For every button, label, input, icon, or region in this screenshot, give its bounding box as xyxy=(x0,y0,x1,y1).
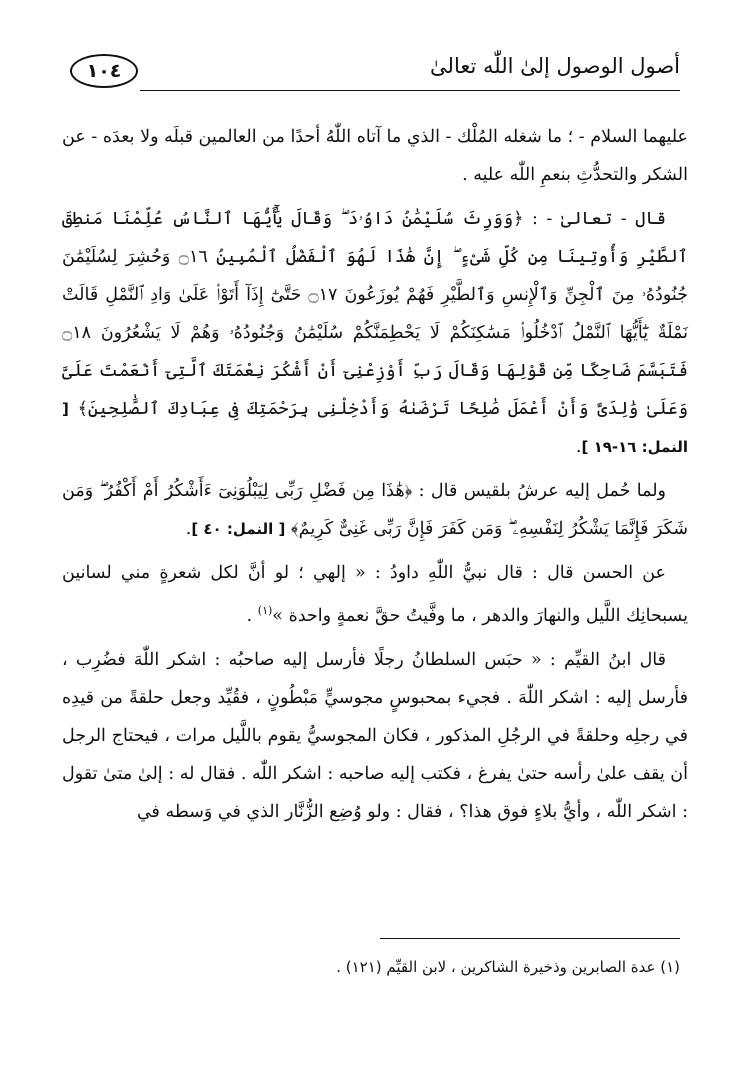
paragraph-2-intro: قال - تعالىٰ - : xyxy=(531,209,666,229)
paragraph-1-text: عليهما السلام - ؛ ما شغله المُلْك - الذي ما آتاه اللّٰهُ أحدًا من العالمين قبلَه ولا بعدَه - عن الشكر والتحدُّثِ بنعمِ اللّٰه عليه . xyxy=(62,127,688,185)
paragraph-5 xyxy=(62,641,688,831)
paragraph-4 xyxy=(62,554,688,635)
footnote: (١) عدة الصابرين وذخيرة الشاكرين ، لابن القيِّم (١٢١) . xyxy=(336,958,680,976)
paragraph-4-text: عن الحسن قال : قال نبيُّ اللّٰهِ داودُ : « إلهي ؛ لو أنَّ لكل شعرةٍ مني لسانين يسبحانِك اللَّيل والنهارَ والدهر ، ما وفَّيتُ حقَّ نعمةٍ واحدة » xyxy=(62,563,688,626)
book-title: أصول الوصول إلىٰ اللّٰه تعالىٰ xyxy=(430,54,680,78)
footnote-rule xyxy=(380,938,680,939)
page-number: ١٠٤ xyxy=(70,54,138,88)
paragraph-5-text: قال ابنُ القيِّم : « حبَس السلطانُ رجلًا فأرسل إليه صاحبُه : اشكر اللّٰهَ فضُرِب ، فأرسل إليه : اشكر اللّٰهَ . فجيء بمحبوسٍ مجوسيٍّ مَبْطُونٍ ، فقُيِّد وجعل حلقةً من قيدِه في رجلِه وحلقةً في الرجُلِ المذكور ، فكان المجوسيُّ يقوم باللَّيل مرات ، فيحتاج الرجل أن يقف علىٰ رأسه حتىٰ يفرغ ، فكتب إليه صاحبه : اشكر اللّٰه . فقال له : إلىٰ متىٰ تقول : اشكر اللّٰه ، وأيُّ بلاءٍ فوق هذا؟ ، فقال : ولو وُضِع الزُّنَّار الذي في وَسطه في xyxy=(62,649,688,822)
paragraph-1 xyxy=(62,118,688,194)
verse-reference: [ النمل: ١٦-١٩ ] xyxy=(62,400,688,456)
page-header xyxy=(70,40,680,100)
paragraph-2 xyxy=(62,200,688,466)
verse-reference: [ النمل: ٤٠ ] xyxy=(191,520,286,538)
paragraph-3-intro: ولما حُمل إليه عرشُ بلقيس قال : xyxy=(418,481,666,501)
paragraph-2-end: . xyxy=(575,437,582,457)
quran-verse-an-naml-16-19: ﴿وَوَرِثَ سُلَيْمَٰنُ دَاوُۥدَ ۖ وَقَالَ يَٰٓأَيُّهَا ٱلنَّاسُ عُلِّمْنَا مَنطِقَ ٱلطَّيْرِ وَأُوتِينَا مِن كُلِّ شَىْءٍ ۖ إِنَّ هَٰذَا لَهُوَ ٱلْفَضْلُ ٱلْمُبِينُ ۝١٦ وَحُشِرَ لِسُلَيْمَٰنَ جُنُودُهُۥ مِنَ ٱلْجِنِّ وَٱلْإِنسِ وَٱلطَّيْرِ فَهُمْ يُوزَعُونَ ۝١٧ حَتَّىٰٓ إِذَآ أَتَوْا۟ عَلَىٰ وَادِ ٱلنَّمْلِ قَالَتْ نَمْلَةٌ يَٰٓأَيُّهَا ٱلنَّمْلُ ٱدْخُلُوا۟ مَسَٰكِنَكُمْ لَا يَحْطِمَنَّكُمْ سُلَيْمَٰنُ وَجُنُودُهُۥ وَهُمْ لَا يَشْعُرُونَ ۝١٨ فَتَبَسَّمَ ضَاحِكًا مِّن قَوْلِهَا وَقَالَ رَبِّ أَوْزِعْنِىٓ أَنْ أَشْكُرَ نِعْمَتَكَ ٱلَّتِىٓ أَنْعَمْتَ عَلَىَّ وَعَلَىٰ وَٰلِدَىَّ وَأَنْ أَعْمَلَ صَٰلِحًا تَرْضَىٰهُ وَأَدْخِلْنِى بِرَحْمَتِكَ فِى عِبَادِكَ ٱلصَّٰلِحِينَ﴾ xyxy=(62,209,688,419)
paragraph-3 xyxy=(62,472,688,548)
paragraph-3-end: . xyxy=(185,519,192,539)
footnote-marker: (١) xyxy=(257,604,273,617)
header-rule xyxy=(140,90,680,91)
body-text xyxy=(62,118,688,837)
quran-verse-an-naml-40: ﴿هَٰذَا مِن فَضْلِ رَبِّى لِيَبْلُوَنِىٓ ءَأَشْكُرُ أَمْ أَكْفُرُ ۖ وَمَن شَكَرَ فَإِنَّمَا يَشْكُرُ لِنَفْسِهِۦ ۖ وَمَن كَفَرَ فَإِنَّ رَبِّى غَنِىٌّ كَرِيمٌ﴾ xyxy=(62,481,688,539)
paragraph-4-end: . xyxy=(246,605,253,626)
